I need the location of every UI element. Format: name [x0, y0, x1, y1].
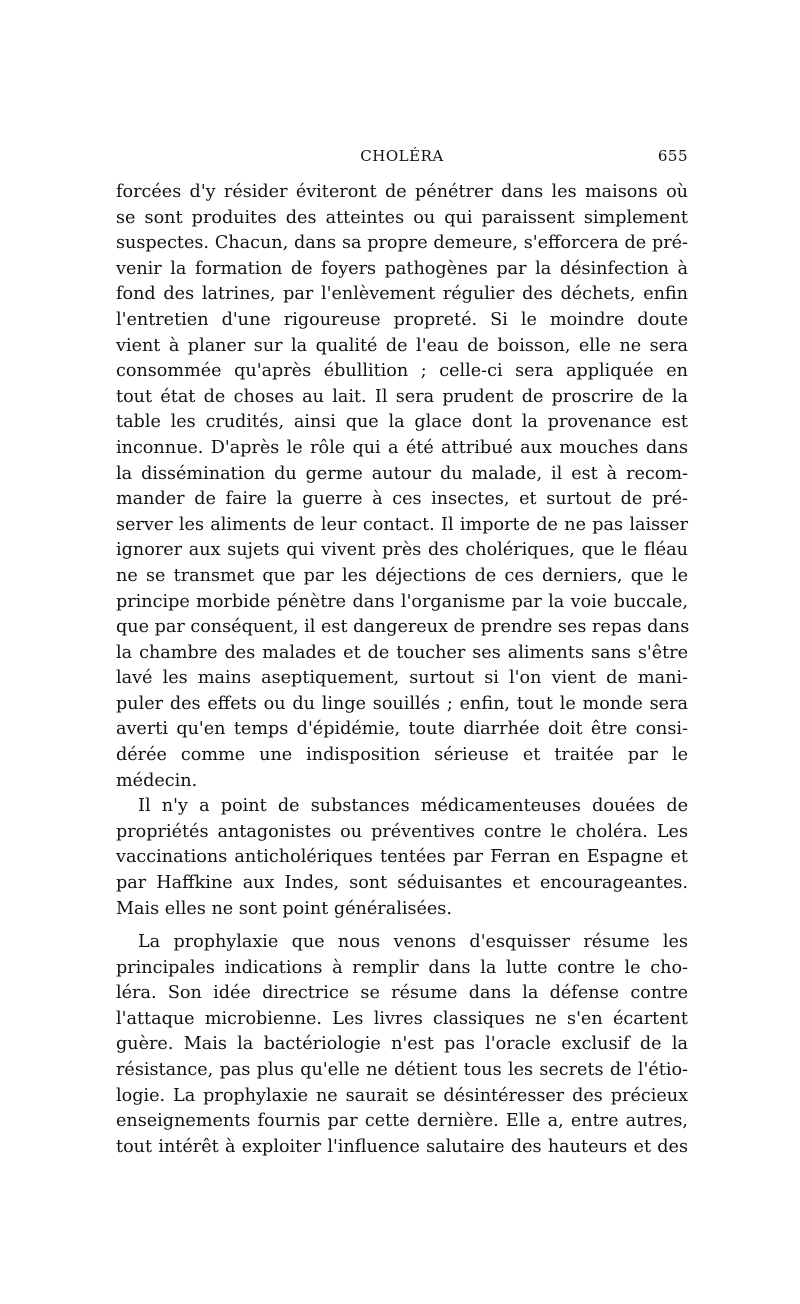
text-line: l'entretien d'une rigoureuse propreté. Si le moindre doute — [116, 309, 688, 330]
text-line: médecin. — [116, 770, 198, 791]
text-line: puler des effets ou du linge souillés ; enfin, tout le monde sera — [116, 693, 688, 714]
running-header — [116, 147, 688, 169]
text-line: se sont produites des atteintes ou qui paraissent simplement — [116, 207, 688, 228]
text-line: ignorer aux sujets qui vivent près des cholériques, que le fléau — [116, 540, 688, 561]
text-line: lavé les mains aseptiquement, surtout si l'on vient de mani- — [116, 668, 688, 689]
text-line: la chambre des malades et de toucher ses aliments sans s'être — [116, 642, 688, 663]
paragraph-prophylaxie — [116, 930, 688, 1160]
text-line: tout état de choses au lait. Il sera prudent de proscrire de la — [116, 386, 688, 407]
text-line: principales indications à remplir dans la lutte contre le cho- — [116, 957, 688, 978]
text-line: ne se transmet que par les déjections de ces derniers, que le — [116, 565, 688, 586]
text-line: résistance, pas plus qu'elle ne détient tous les secrets de l'étio- — [116, 1059, 688, 1080]
text-line: inconnue. D'après le rôle qui a été attribué aux mouches dans — [116, 437, 688, 458]
text-line: logie. La prophylaxie ne saurait se désintéresser des précieux — [116, 1085, 688, 1106]
text-line: vient à planer sur la qualité de l'eau de boisson, elle ne sera — [116, 335, 688, 356]
text-line: léra. Son idée directrice se résume dans la défense contre — [116, 983, 688, 1004]
text-line: consommée qu'après ébullition ; celle-ci sera appliquée en — [116, 361, 688, 382]
text-line: principe morbide pénètre dans l'organisme par la voie buccale, — [116, 591, 688, 612]
text-line: suspectes. Chacun, dans sa propre demeure, s'efforcera de pré- — [116, 233, 688, 254]
text-line: Mais elles ne sont point généralisées. — [116, 898, 452, 919]
text-line: guère. Mais la bactériologie n'est pas l'oracle exclusif de la — [116, 1034, 688, 1055]
text-line: par Haffkine aux Indes, sont séduisantes et encourageantes. — [116, 873, 688, 894]
page-number: 655 — [657, 147, 688, 165]
text-line: venir la formation de foyers pathogènes par la désinfection à — [116, 258, 688, 279]
text-line: propriétés antagonistes ou préventives contre le choléra. Les — [116, 821, 688, 842]
body-text-upper — [116, 180, 688, 922]
text-line: table les crudités, ainsi que la glace dont la provenance est — [116, 412, 688, 433]
text-line: l'attaque microbienne. Les livres classiques ne s'en écartent — [116, 1008, 688, 1029]
text-line: vaccinations anticholériques tentées par Ferran en Espagne et — [116, 847, 688, 868]
text-line: fond des latrines, par l'enlèvement régulier des déchets, enfin — [116, 284, 688, 305]
text-line: La prophylaxie que nous venons d'esquisser résume les — [138, 932, 688, 952]
text-line: enseignements fournis par cette dernière. Elle a, entre autres, — [116, 1111, 688, 1132]
paragraph-continued — [116, 180, 688, 794]
text-line: Il n'y a point de substances médicamenteuses douées de — [138, 796, 688, 817]
text-line: averti qu'en temps d'épidémie, toute diarrhée doit être consi- — [116, 719, 688, 740]
text-line: tout intérêt à exploiter l'influence salutaire des hauteurs et des — [116, 1136, 688, 1157]
body-text-lower — [116, 930, 688, 1160]
text-line: dérée comme une indisposition sérieuse et traitée par le — [116, 745, 688, 766]
text-line: server les aliments de leur contact. Il importe de ne pas laisser — [116, 514, 688, 535]
text-line: que par conséquent, il est dangereux de prendre ses repas dans — [116, 617, 690, 638]
running-title: CHOLÉRA — [360, 147, 444, 165]
text-line: forcées d'y résider éviteront de pénétrer dans les maisons où — [116, 182, 688, 202]
text-line: la dissémination du germe autour du malade, il est à recom- — [116, 463, 688, 484]
paragraph-vaccinations — [116, 794, 688, 922]
text-line: mander de faire la guerre à ces insectes, et surtout de pré- — [116, 489, 688, 510]
